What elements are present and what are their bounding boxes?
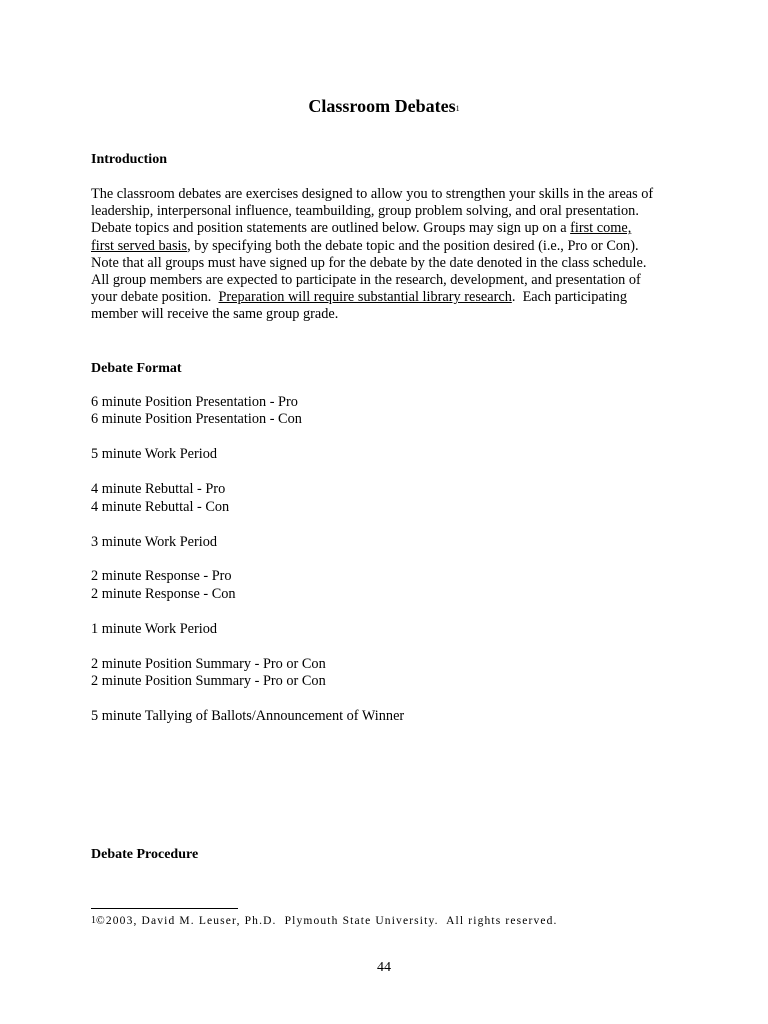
- line-text: member will receive the same group grade.: [91, 306, 339, 323]
- debate-format-list: [91, 394, 651, 743]
- footnote-separator: [91, 908, 238, 909]
- line-text: Note that all groups must have signed up for the debate by the date denoted in the class schedule.: [91, 254, 647, 271]
- footnote-marker: 1: [91, 915, 96, 926]
- line-text: All group members are expected to participate in the research, development, and presentation of: [91, 272, 641, 289]
- introduction-heading: Introduction: [91, 152, 167, 167]
- format-item: 2 minute Response - Con: [91, 585, 236, 602]
- format-group: [91, 394, 651, 429]
- format-group: [91, 708, 651, 725]
- page-number: 44: [377, 960, 391, 975]
- paragraph-line: [91, 238, 691, 255]
- format-group: [91, 568, 651, 603]
- format-group: [91, 656, 651, 691]
- underlined-text: first served basis: [91, 237, 188, 254]
- format-item: 2 minute Response - Pro: [91, 568, 232, 585]
- format-group: [91, 534, 651, 551]
- paragraph-line: [91, 272, 691, 289]
- format-group: [91, 621, 651, 638]
- format-item: 2 minute Position Summary - Pro or Con: [91, 655, 326, 672]
- format-group: [91, 481, 651, 516]
- underlined-text: first come,: [570, 220, 632, 237]
- line-text: , by specifying both the debate topic and the position desired (i.e., Pro or Con).: [187, 237, 639, 254]
- introduction-paragraph: [91, 186, 691, 324]
- paragraph-line: [91, 186, 691, 203]
- document-title: [0, 93, 768, 119]
- paragraph-line: [91, 306, 691, 323]
- paragraph-line: [91, 289, 691, 306]
- format-item: 2 minute Position Summary - Pro or Con: [91, 673, 326, 690]
- format-group: [91, 446, 651, 463]
- debate-procedure-heading: Debate Procedure: [91, 847, 199, 862]
- footnote-text: ©2003, David M. Leuser, Ph.D. Plymouth State University. All rights reserved.: [96, 915, 558, 927]
- paragraph-line: [91, 255, 691, 272]
- format-item: 5 minute Work Period: [91, 446, 218, 463]
- format-item: 1 minute Work Period: [91, 620, 218, 637]
- paragraph-line: [91, 203, 691, 220]
- line-text: your debate position.: [91, 289, 219, 306]
- line-text: . Each participating: [511, 289, 627, 306]
- format-item: 4 minute Rebuttal - Pro: [91, 481, 226, 498]
- paragraph-line: [91, 220, 691, 237]
- debate-format-heading: Debate Format: [91, 361, 182, 376]
- format-item: 6 minute Position Presentation - Con: [91, 411, 302, 428]
- line-text: Debate topics and position statements are outlined below. Groups may sign up on a: [91, 220, 571, 237]
- line-text: The classroom debates are exercises designed to allow you to strengthen your skills in the areas of: [91, 186, 654, 202]
- format-item: 3 minute Work Period: [91, 533, 218, 550]
- format-item: 6 minute Position Presentation - Pro: [91, 394, 298, 410]
- line-text: leadership, interpersonal influence, teambuilding, group problem solving, and oral presentation.: [91, 203, 639, 220]
- title-footnote-marker: 1: [455, 104, 460, 113]
- format-item: 5 minute Tallying of Ballots/Announcement of Winner: [91, 707, 405, 724]
- footnote: [91, 913, 558, 930]
- document-title-text: Classroom Debates: [308, 96, 456, 116]
- underlined-text: Preparation will require substantial library research: [218, 289, 512, 306]
- format-item: 4 minute Rebuttal - Con: [91, 498, 230, 515]
